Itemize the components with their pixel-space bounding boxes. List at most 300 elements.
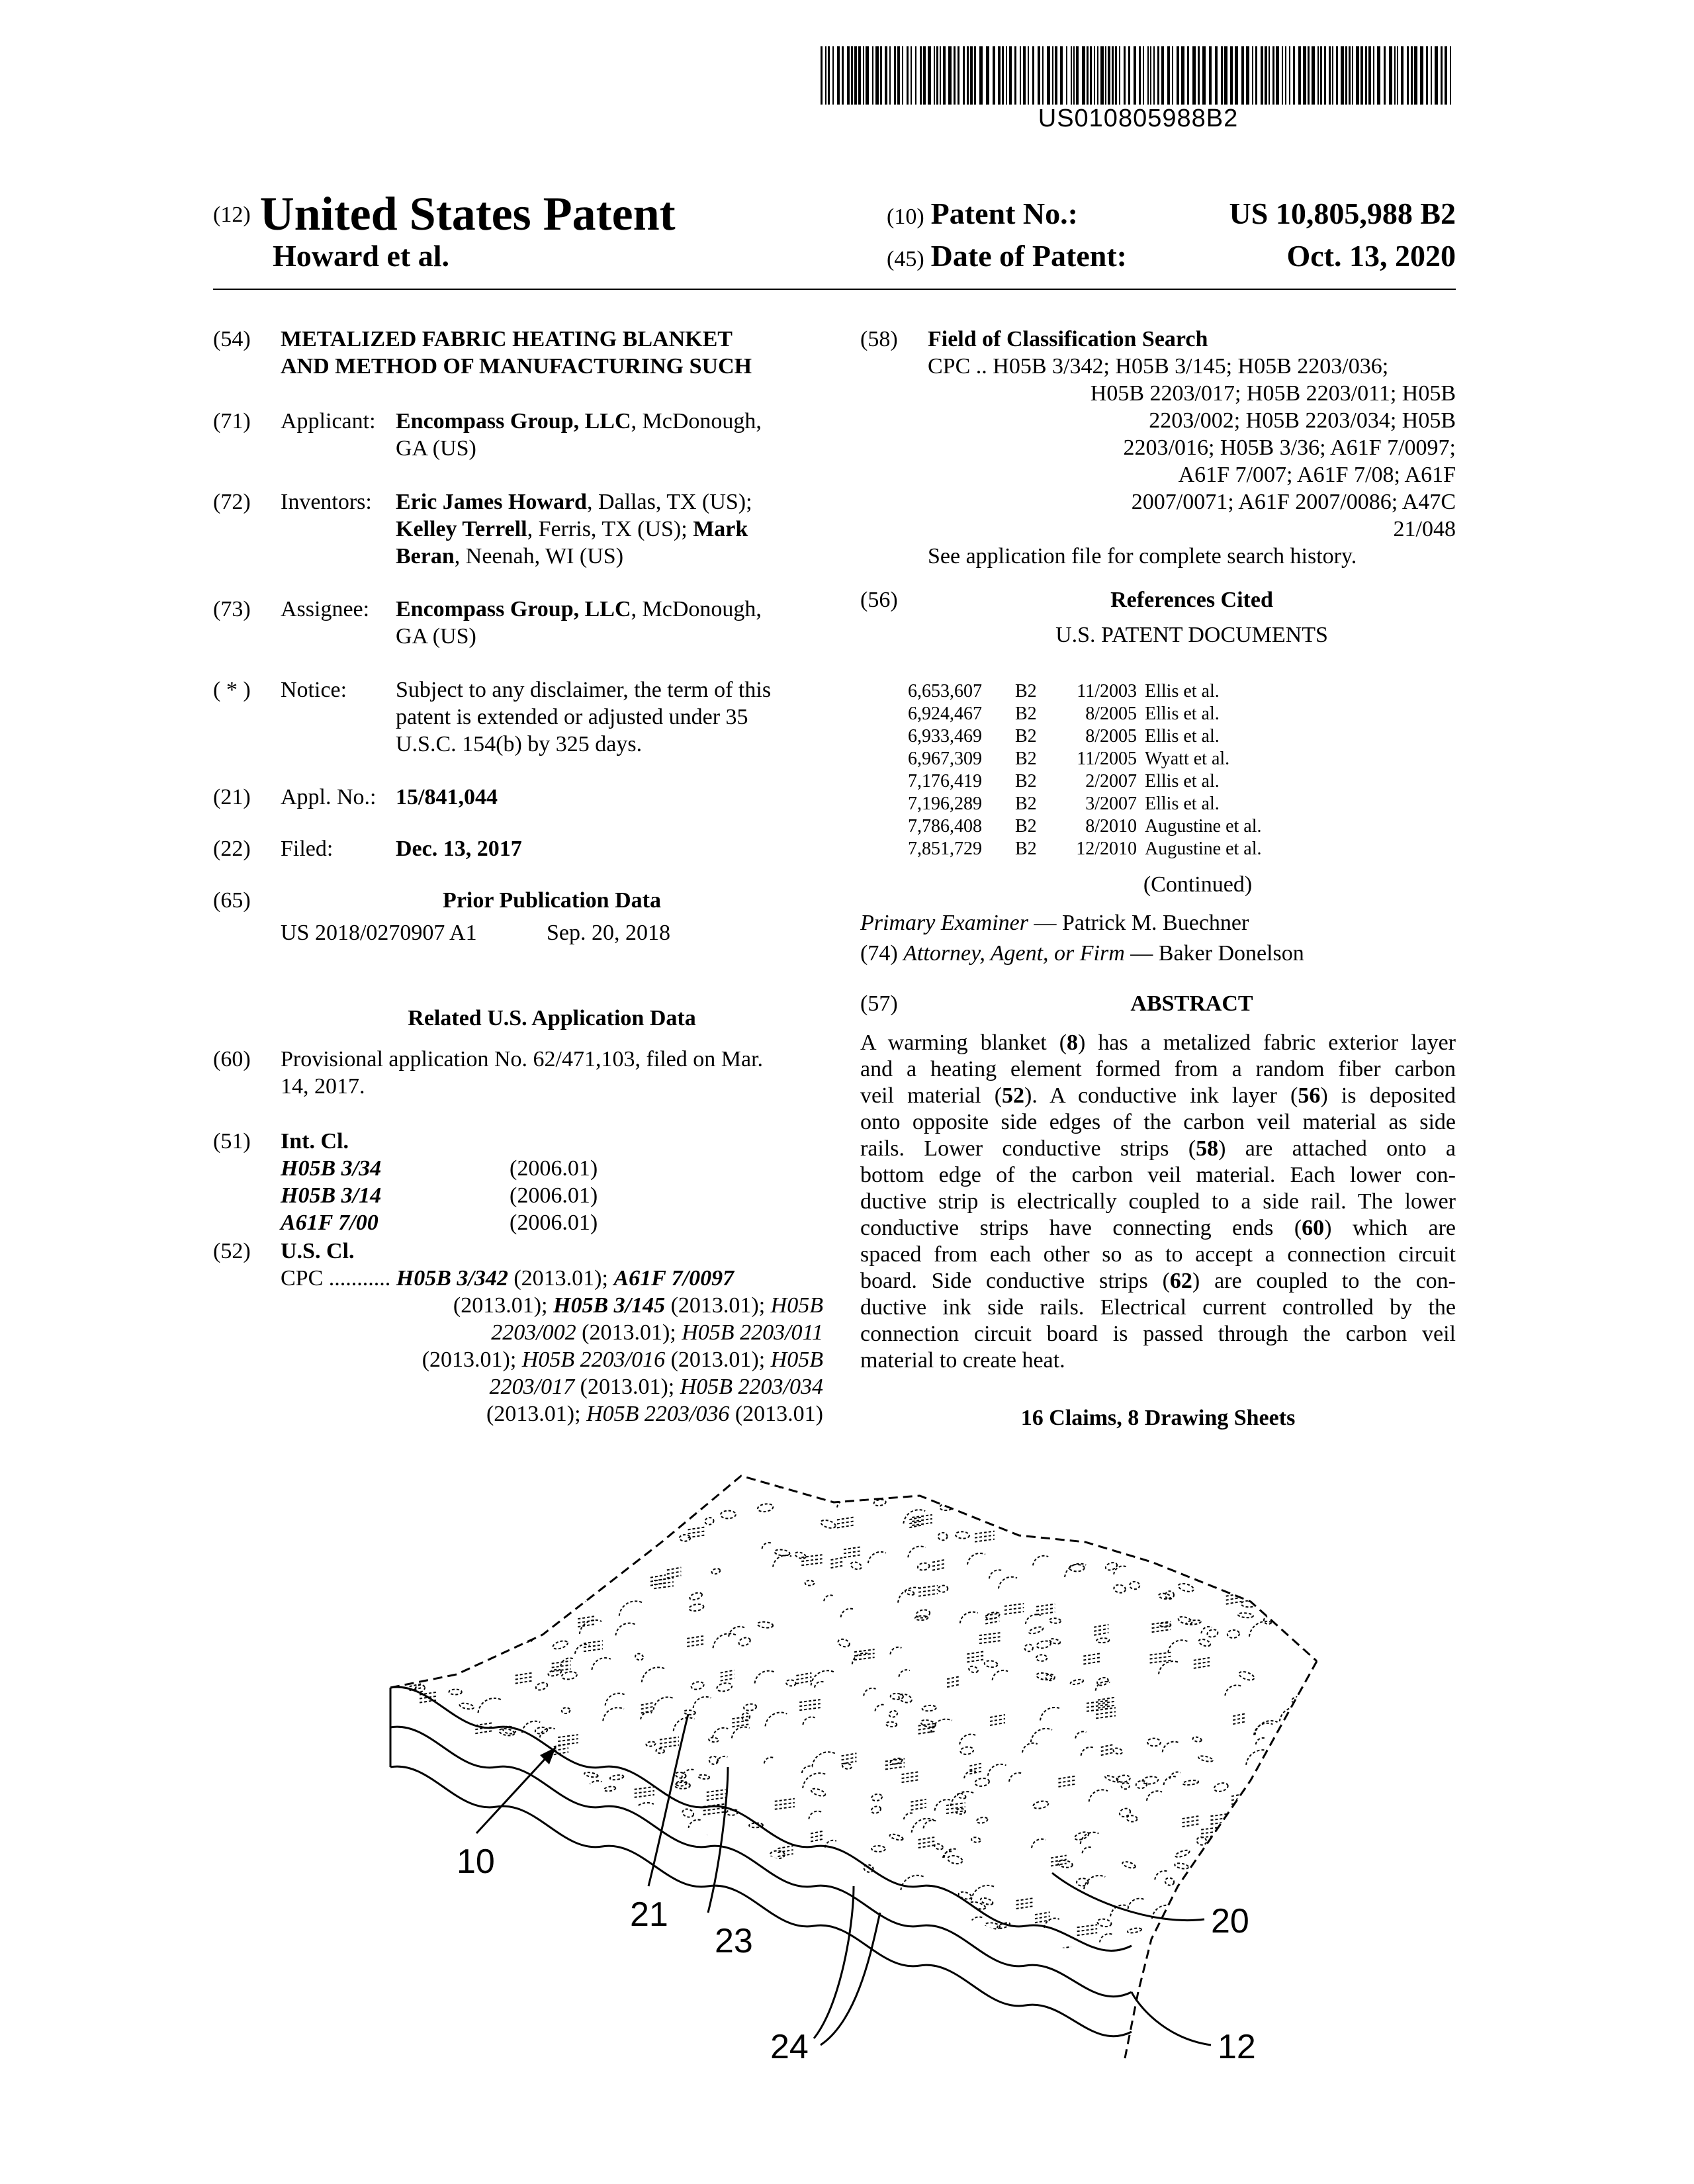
reference-number: 7,196,289: [908, 794, 982, 814]
texture-mark: [1130, 1582, 1139, 1590]
date-of-patent-label: Date of Patent:: [930, 239, 1127, 273]
texture-mark: [755, 1671, 775, 1684]
us-cl-class: 2203/017: [489, 1375, 575, 1399]
reference-kind: B2: [1015, 704, 1037, 724]
texture-mark: [509, 1546, 523, 1553]
texture-mark: [1247, 1844, 1269, 1858]
texture-mark: [773, 1925, 785, 1934]
texture-mark: [741, 1712, 750, 1721]
barcode-bar: [907, 46, 909, 105]
barcode-bar: [1317, 46, 1319, 105]
texture-mark: [688, 1527, 705, 1537]
texture-mark: [1301, 1936, 1313, 1944]
texture-mark: [478, 1829, 500, 1843]
barcode-bar: [1097, 46, 1098, 105]
texture-mark: [636, 1934, 646, 1940]
texture-mark: [1026, 1614, 1041, 1624]
int-cl-heading: Int. Cl.: [281, 1129, 349, 1154]
code-72: (72): [213, 490, 251, 514]
assignee-location: , McDonough,: [631, 597, 762, 621]
texture-mark: [1036, 1655, 1047, 1661]
barcode-bar: [1167, 46, 1170, 105]
texture-mark: [611, 1868, 624, 1877]
texture-mark: [1036, 1604, 1055, 1615]
texture-mark: [433, 1775, 453, 1786]
barcode-bar: [847, 46, 850, 105]
barcode-bar: [832, 46, 834, 105]
texture-mark: [811, 1670, 834, 1685]
search-line: 2203/002; H05B 2203/034; H05B: [1149, 408, 1456, 433]
ref-label-24: 24: [770, 2028, 809, 2066]
barcode-bar: [1066, 46, 1067, 105]
texture-mark: [1282, 1602, 1292, 1609]
us-cl-class: H05B 3/342: [396, 1266, 508, 1291]
barcode-bar: [1320, 46, 1322, 105]
abstract-text-run: connection circuit board is passed through the carbon veil: [860, 1322, 1456, 1346]
code-56: (56): [860, 588, 898, 612]
front-edge-layer-2: [390, 1727, 1132, 1997]
us-cl-text: (2013.01);: [508, 1266, 614, 1291]
abstract-line: [860, 1242, 1456, 1268]
texture-mark: [486, 1938, 500, 1946]
texture-mark: [584, 1641, 603, 1651]
texture-mark: [1168, 1640, 1187, 1652]
texture-mark: [668, 1914, 683, 1920]
barcode-bar: [1336, 46, 1338, 105]
texture-mark: [1198, 1755, 1213, 1763]
abstract-text: [860, 1030, 1456, 1374]
texture-mark: [956, 1531, 970, 1539]
texture-mark: [870, 1805, 881, 1815]
texture-mark: [1002, 1478, 1016, 1488]
texture-mark: [625, 1858, 638, 1867]
barcode-bar: [1119, 46, 1120, 105]
reference-date: 8/2010: [1085, 816, 1137, 837]
texture-mark: [491, 1600, 502, 1607]
texture-mark: [425, 1508, 448, 1522]
barcode-bar: [885, 46, 887, 105]
search-line: H05B 2203/017; H05B 2203/011; H05B: [1090, 381, 1456, 406]
texture-mark: [1009, 1773, 1023, 1782]
top-edge-outline: [390, 1476, 1317, 1688]
texture-mark: [575, 1645, 590, 1654]
attorney: [860, 940, 1304, 967]
barcode-bar: [1014, 46, 1016, 105]
texture-mark: [553, 1946, 566, 1957]
texture-mark: [812, 1752, 835, 1766]
texture-mark: [386, 1524, 396, 1532]
barcode-bar: [851, 46, 853, 105]
reference-kind: B2: [1015, 681, 1037, 702]
texture-mark: [1036, 1640, 1051, 1649]
texture-mark: [400, 1930, 418, 1940]
barcode-bar: [1368, 46, 1371, 105]
texture-mark: [1074, 1831, 1090, 1841]
texture-mark: [535, 1681, 548, 1691]
texture-mark: [481, 1882, 498, 1893]
us-cl-class: H05B 2203/011: [682, 1320, 823, 1345]
texture-mark: [474, 1623, 492, 1635]
code-54: (54): [213, 327, 251, 351]
texture-mark: [463, 1769, 484, 1782]
texture-mark: [458, 1569, 471, 1579]
abstract-line: [860, 1109, 1456, 1136]
barcode-bar: [1052, 46, 1053, 105]
texture-mark: [449, 1689, 462, 1694]
texture-mark: [944, 1849, 958, 1858]
texture-mark: [1307, 1925, 1321, 1932]
texture-mark: [1171, 1931, 1182, 1938]
barcode-bar: [821, 46, 823, 105]
texture-mark: [1243, 1586, 1257, 1596]
code-73: (73): [213, 597, 251, 621]
texture-mark: [1269, 1932, 1284, 1941]
texture-mark: [708, 1755, 719, 1765]
texture-mark: [673, 1931, 691, 1942]
barcode-bar: [1134, 46, 1136, 105]
notice-code: ( * ): [213, 678, 251, 702]
barcode-bar: [1285, 46, 1286, 105]
texture-mark: [455, 1928, 470, 1934]
reference-number: 7,851,729: [908, 839, 982, 859]
arrow-10-leader: [476, 1747, 556, 1833]
texture-mark: [1256, 1738, 1266, 1745]
barcode-bar: [936, 46, 938, 105]
texture-mark: [842, 1753, 857, 1764]
texture-mark: [705, 1517, 715, 1525]
barcode-bar: [1365, 46, 1367, 105]
texture-mark: [674, 1504, 690, 1514]
texture-mark: [1159, 1661, 1179, 1674]
barcode-bar: [1407, 46, 1409, 105]
reference-date: 3/2007: [1085, 794, 1137, 814]
barcode-bar: [1028, 46, 1029, 105]
texture-mark: [1296, 1629, 1304, 1637]
barcode-bar: [1115, 46, 1117, 105]
barcode-bar: [1435, 46, 1438, 105]
texture-mark: [1198, 1638, 1211, 1647]
texture-mark: [545, 1837, 568, 1851]
barcode-bar: [1032, 46, 1034, 105]
texture-mark: [868, 1552, 886, 1563]
texture-mark: [1022, 1743, 1038, 1752]
texture-mark: [684, 1709, 695, 1715]
texture-mark: [689, 1603, 705, 1612]
inventors-label: Inventors:: [281, 490, 372, 514]
provisional-line-2: 14, 2017.: [281, 1074, 365, 1099]
barcode-bar: [828, 46, 830, 105]
texture-mark: [416, 1870, 430, 1880]
barcode-bar: [1360, 46, 1363, 105]
texture-mark: [477, 1561, 489, 1568]
barcode-bar: [1272, 46, 1274, 105]
texture-mark: [1231, 1869, 1244, 1877]
texture-mark: [621, 1877, 633, 1884]
texture-mark: [684, 1901, 693, 1906]
search-heading: Field of Classification Search: [928, 327, 1208, 351]
texture-mark: [1211, 1863, 1230, 1874]
texture-mark: [425, 1667, 439, 1676]
texture-mark: [654, 1697, 674, 1709]
texture-mark: [443, 1590, 455, 1598]
barcode-bar: [1324, 46, 1326, 105]
barcode-bar: [963, 46, 965, 105]
texture-mark: [1157, 1948, 1171, 1953]
texture-mark: [419, 1551, 434, 1561]
texture-mark: [1101, 1745, 1113, 1755]
reference-kind: B2: [1015, 839, 1037, 859]
texture-mark: [880, 1488, 889, 1494]
inventor-2-location: , Ferris, TX (US);: [527, 517, 693, 541]
texture-mark: [1256, 1929, 1268, 1935]
references-subheading: U.S. PATENT DOCUMENTS: [1055, 623, 1328, 647]
texture-mark: [830, 1478, 848, 1489]
texture-mark: [520, 1525, 535, 1534]
texture-mark: [441, 1936, 457, 1944]
examiner-label: Primary Examiner: [860, 911, 1029, 935]
texture-mark: [1070, 1678, 1084, 1685]
abstract-line: [860, 1189, 1456, 1215]
abstract-text-run: material to create heat.: [860, 1348, 1065, 1373]
texture-mark: [721, 1510, 736, 1518]
texture-mark: [744, 1704, 757, 1711]
texture-mark: [619, 1601, 643, 1615]
reference-number: 6,653,607: [908, 681, 982, 702]
texture-mark: [547, 1668, 562, 1677]
texture-mark: [975, 1531, 995, 1542]
texture-mark: [402, 1897, 413, 1904]
texture-mark: [1292, 1839, 1315, 1854]
prior-publication-date: Sep. 20, 2018: [547, 921, 670, 945]
barcode-bar: [902, 46, 903, 105]
barcode-bar: [1401, 46, 1404, 105]
barcode-bar: [1298, 46, 1301, 105]
us-cl-class: 2203/002: [491, 1320, 576, 1345]
texture-mark: [574, 1593, 588, 1604]
barcode-bar: [1356, 46, 1359, 105]
ref-label-21: 21: [630, 1895, 668, 1934]
leader-23: [708, 1767, 728, 1913]
texture-mark: [1005, 1474, 1026, 1484]
texture-mark: [614, 1817, 630, 1827]
texture-mark: [964, 1771, 976, 1778]
texture-mark: [729, 1627, 744, 1637]
texture-mark: [605, 1694, 625, 1706]
texture-mark: [488, 1557, 501, 1565]
related-application-heading: Related U.S. Application Data: [408, 1006, 696, 1030]
texture-mark: [1298, 1857, 1315, 1868]
barcode-bar: [1224, 46, 1227, 105]
texture-mark: [871, 1846, 885, 1852]
texture-mark: [809, 1811, 821, 1819]
abstract-line: [860, 1347, 1456, 1374]
reference-number: 7,176,419: [908, 771, 982, 792]
reference-number: 6,924,467: [908, 704, 982, 724]
texture-mark: [544, 1527, 566, 1541]
texture-mark: [1243, 1869, 1254, 1877]
texture-mark: [1148, 1479, 1171, 1493]
texture-mark: [1069, 1522, 1088, 1534]
texture-mark: [775, 1799, 795, 1809]
barcode-bar: [1373, 46, 1374, 105]
texture-mark: [1049, 1618, 1061, 1624]
texture-mark: [688, 1820, 702, 1829]
texture-mark: [757, 1503, 774, 1513]
us-cl-class: H05B 3/145: [553, 1293, 666, 1318]
texture-mark: [396, 1581, 409, 1592]
abstract-text-run: spaced from each other so as to accept a connection circuit: [860, 1242, 1456, 1267]
barcode-bar: [1157, 46, 1159, 105]
texture-mark: [1238, 1670, 1255, 1682]
texture-mark: [656, 1749, 664, 1754]
barcode-bar: [1042, 46, 1044, 105]
texture-mark: [922, 1705, 936, 1711]
texture-mark: [660, 1737, 679, 1748]
texture-mark: [1159, 1623, 1171, 1627]
barcode-bar: [1241, 46, 1244, 105]
texture-mark: [908, 1547, 925, 1558]
texture-mark: [1304, 1925, 1315, 1934]
fabric-texture: [386, 1467, 1321, 1960]
texture-mark: [588, 1871, 603, 1882]
texture-mark: [586, 1817, 601, 1826]
abstract-text-run: ) are attached onto a: [1218, 1136, 1456, 1161]
texture-mark: [470, 1914, 487, 1924]
texture-mark: [960, 1747, 974, 1755]
code-60: (60): [213, 1047, 251, 1071]
barcode-bar: [1108, 46, 1110, 105]
barcode-bar: [1312, 46, 1315, 105]
texture-mark: [971, 1837, 981, 1843]
texture-mark: [1249, 1911, 1261, 1919]
barcode-bar: [1038, 46, 1040, 105]
texture-mark: [824, 1595, 833, 1601]
texture-mark: [1192, 1737, 1202, 1743]
abstract-line: [860, 1030, 1456, 1056]
texture-mark: [803, 1717, 815, 1725]
texture-mark: [1177, 1499, 1190, 1510]
barcode-bar: [866, 46, 869, 105]
barcode-bar: [1187, 46, 1189, 105]
abstract-line: [860, 1321, 1456, 1347]
texture-mark: [1213, 1782, 1229, 1793]
texture-mark: [1163, 1742, 1179, 1752]
reference-kind: B2: [1015, 794, 1037, 814]
date-of-patent: Oct. 13, 2020: [1286, 239, 1456, 273]
texture-mark: [803, 1773, 826, 1788]
texture-mark: [938, 1533, 948, 1541]
int-cl-version: (2006.01): [510, 1156, 598, 1181]
us-cl-class: H05B 2203/036: [586, 1402, 730, 1426]
texture-mark: [400, 1904, 420, 1915]
attorney-label: Attorney, Agent, or Firm: [903, 941, 1125, 966]
barcode-bar: [1308, 46, 1310, 105]
texture-mark: [578, 1616, 594, 1627]
texture-mark: [794, 1551, 806, 1560]
texture-mark: [580, 1933, 591, 1942]
texture-mark: [682, 1770, 695, 1778]
barcode-bar: [1276, 46, 1279, 105]
reference-name: Ellis et al.: [1145, 681, 1220, 702]
texture-mark: [1024, 1644, 1033, 1651]
texture-mark: [805, 1580, 815, 1586]
provisional-line-1: Provisional application No. 62/471,103, filed on Mar.: [281, 1047, 764, 1071]
reference-numeral: 52: [1002, 1083, 1025, 1108]
code-65: (65): [213, 888, 251, 913]
texture-mark: [1010, 1513, 1025, 1521]
texture-mark: [1035, 1912, 1050, 1923]
texture-mark: [1046, 1473, 1064, 1484]
reference-name: Augustine et al.: [1145, 839, 1262, 859]
abstract-text-run: ) is deposited: [1320, 1083, 1456, 1108]
barcode-bar: [1397, 46, 1398, 105]
texture-mark: [1181, 1548, 1189, 1553]
barcode-bar: [1445, 46, 1447, 105]
texture-mark: [815, 1682, 824, 1688]
texture-mark: [629, 1949, 643, 1960]
barcode-bar: [974, 46, 976, 105]
abstract-text-run: veil material (: [860, 1083, 1003, 1108]
search-history-note: See application file for complete search history.: [928, 544, 1357, 569]
texture-mark: [1298, 1629, 1311, 1640]
barcode-number: US010805988B2: [1038, 105, 1239, 132]
code-12: (12): [213, 203, 251, 227]
search-line: 2007/0071; A61F 2007/0086; A47C: [1131, 490, 1456, 514]
texture-mark: [444, 1766, 459, 1776]
texture-mark: [918, 1586, 938, 1596]
barcode-bar: [1020, 46, 1021, 105]
barcode-bar: [911, 46, 912, 105]
texture-mark: [721, 1670, 735, 1681]
document-type: United States Patent: [259, 187, 676, 240]
leader-21: [648, 1714, 688, 1886]
inventor-1: Eric James Howard: [396, 490, 587, 514]
texture-mark: [811, 1831, 824, 1841]
barcode-bar: [1255, 46, 1257, 105]
texture-mark: [478, 1698, 501, 1713]
us-cl-text: (2013.01);: [665, 1347, 771, 1372]
title-line-1: METALIZED FABRIC HEATING BLANKET: [281, 327, 733, 351]
references-continued: (Continued): [1143, 872, 1253, 897]
texture-mark: [553, 1904, 564, 1911]
texture-mark: [911, 1799, 926, 1810]
us-cl-class: H05B 2203/016: [521, 1347, 666, 1372]
texture-mark: [646, 1741, 656, 1747]
texture-mark: [1033, 1556, 1048, 1566]
barcode-bar: [915, 46, 916, 105]
barcode-bar: [948, 46, 952, 105]
texture-mark: [459, 1504, 469, 1511]
texture-mark: [1040, 1707, 1061, 1720]
texture-mark: [711, 1568, 721, 1575]
barcode-bar: [872, 46, 873, 105]
int-cl-class: A61F 7/00: [281, 1210, 379, 1235]
texture-mark: [1069, 1565, 1085, 1571]
texture-mark: [738, 1636, 751, 1647]
barcode-bar: [970, 46, 973, 105]
barcode-bar: [1246, 46, 1249, 105]
texture-mark: [985, 1613, 999, 1623]
texture-mark: [990, 1715, 1005, 1725]
barcode-bar: [1352, 46, 1353, 105]
abstract-text-run: rails. Lower conductive strips (: [860, 1136, 1196, 1161]
barcode-bar: [837, 46, 840, 105]
barcode-bar: [923, 46, 926, 105]
texture-mark: [615, 1920, 631, 1931]
barcode-bar: [1087, 46, 1089, 105]
texture-mark: [999, 1577, 1017, 1589]
abstract-text-run: conductive strips have connecting ends (: [860, 1216, 1302, 1240]
